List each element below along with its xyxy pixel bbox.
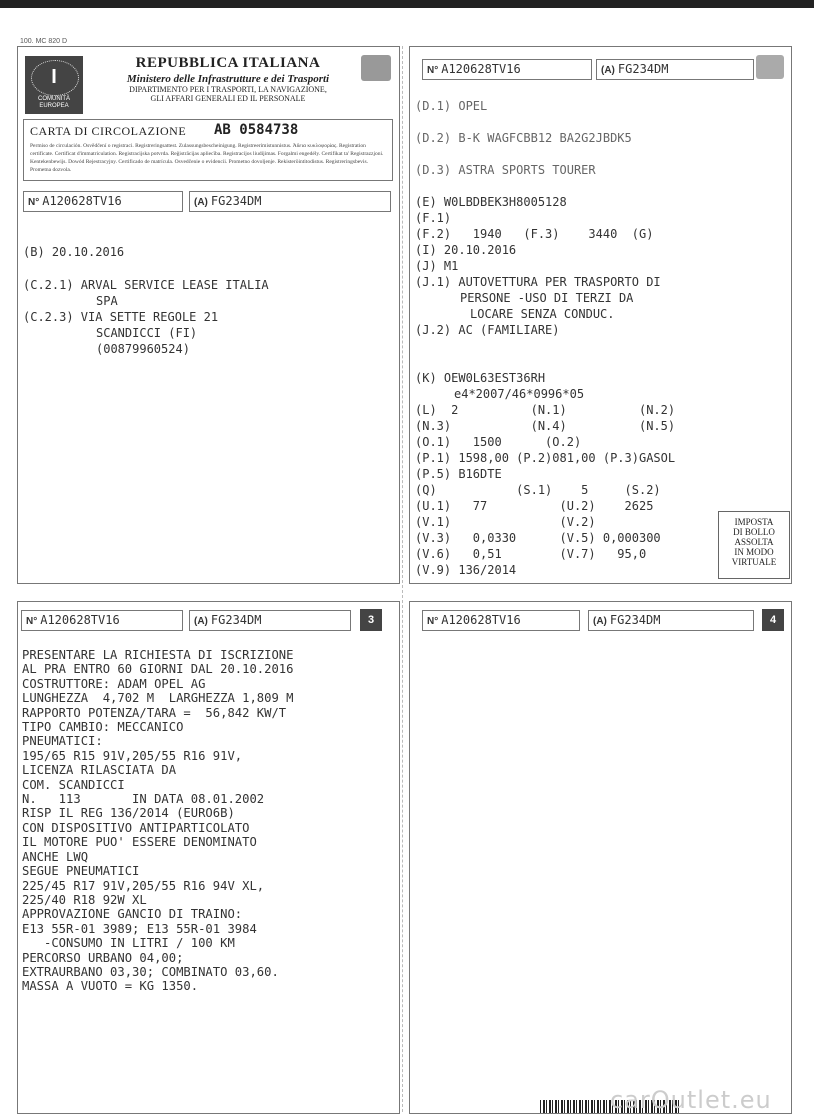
document-header <box>93 55 363 103</box>
note-line: AL PRA ENTRO 60 GIORNI DAL 20.10.2016 <box>22 662 294 677</box>
page-1 <box>17 46 400 584</box>
note-line: PERCORSO URBANO 04,00; <box>22 950 184 965</box>
stamp-line: ASSOLTA <box>734 537 774 547</box>
watermark: carOutlet.eu <box>610 1086 772 1114</box>
vehicle-number: A120628TV16 <box>40 613 120 627</box>
note-line: COM. SCANDICCI <box>22 777 125 792</box>
plate-number: FG234DM <box>210 613 262 627</box>
plate-box <box>596 59 754 80</box>
republic-title: REPUBBLICA ITALIANA <box>135 55 321 71</box>
card-title: CARTA DI CIRCOLAZIONE <box>30 124 187 138</box>
vehicle-number: A120628TV16 <box>441 62 521 76</box>
note-line: COSTRUTTORE: ADAM OPEL AG <box>22 676 206 691</box>
note-line: -CONSUMO IN LITRI / 100 KM <box>22 936 235 951</box>
field-j1: (J.1) AUTOVETTURA PER TRASPORTO DI <box>415 275 661 289</box>
stamp-line: VIRTUALE <box>731 557 777 567</box>
field-v9: (V.9) 136/2014 <box>415 563 517 577</box>
note-line: N. 113 IN DATA 08.01.2002 <box>22 792 265 807</box>
vehicle-number: A120628TV16 <box>42 194 122 208</box>
field-d3: (D.3) ASTRA SPORTS TOURER <box>415 163 596 177</box>
note-line: IL MOTORE PUO' ESSERE DENOMINATO <box>22 835 257 850</box>
field-c23-code: (00879960524) <box>96 342 190 356</box>
field-q: (Q) (S.1) 5 (S.2) <box>415 483 661 497</box>
field-d2: (D.2) B-K WAGFCBB12 BA2G2JBDK5 <box>415 131 632 145</box>
plate-box <box>588 610 754 631</box>
hologram-icon <box>361 55 391 81</box>
field-o1: (O.1) 1500 (O.2) <box>415 435 582 449</box>
field-i: (I) 20.10.2016 <box>415 243 517 257</box>
field-u1: (U.1) 77 (U.2) 2625 <box>415 499 654 513</box>
vehicle-number-box <box>422 610 580 631</box>
plate-number: FG234DM <box>617 62 669 76</box>
note-line: APPROVAZIONE GANCIO DI TRAINO: <box>22 907 243 922</box>
form-code: 100. MC 820 D <box>20 38 68 45</box>
field-f1: (F.1) <box>415 211 452 225</box>
field-c23-city: SCANDICCI (FI) <box>96 326 198 340</box>
note-line: TIPO CAMBIO: MECCANICO <box>22 720 184 735</box>
field-k-approval: e4*2007/46*0996*05 <box>454 387 585 401</box>
note-line: PRESENTARE LA RICHIESTA DI ISCRIZIONE <box>22 648 294 662</box>
field-j: (J) M1 <box>415 259 459 273</box>
plate-label: (A) <box>593 616 607 627</box>
field-c21-cont: SPA <box>96 294 118 308</box>
plate-label: (A) <box>194 616 208 627</box>
plate-number: FG234DM <box>210 194 262 208</box>
field-e: (E) W0LBDBEK3H8005128 <box>415 195 567 209</box>
page-number-4: 4 <box>762 609 784 631</box>
note-line: RISP IL REG 136/2014 (EURO6B) <box>22 806 235 821</box>
field-v6: (V.6) 0,51 (V.7) 95,0 <box>415 547 647 561</box>
plate-box <box>189 610 351 631</box>
stamp-line: IN MODO <box>734 547 774 557</box>
field-j1-cont-2: LOCARE SENZA CONDUC. <box>470 307 615 321</box>
eu-emblem <box>25 56 83 114</box>
field-f2: (F.2) 1940 (F.3) 3440 (G) <box>415 227 654 241</box>
field-p5: (P.5) B16DTE <box>415 467 502 481</box>
stamp-line: DI BOLLO <box>733 527 775 537</box>
ministry-name: Ministero delle Infrastrutture e dei Trasporti <box>126 73 330 85</box>
field-j1-cont-1: PERSONE -USO DI TERZI DA <box>460 291 634 305</box>
page-number-3: 3 <box>360 609 382 631</box>
field-v1: (V.1) (V.2) <box>415 515 596 529</box>
note-line: 225/45 R17 91V,205/55 R16 94V XL, <box>22 878 265 893</box>
eu-country-code: I <box>51 66 57 88</box>
note-line: PNEUMATICI: <box>22 734 103 749</box>
eu-label: COMUNITÀ EUROPEA <box>38 96 70 109</box>
no-label: N° <box>427 616 439 627</box>
field-j2: (J.2) AC (FAMILIARE) <box>415 323 560 337</box>
card-title-box <box>23 119 393 181</box>
hologram-icon <box>756 55 784 79</box>
notes-block <box>22 648 294 994</box>
page-4 <box>409 601 792 1114</box>
plate-label: (A) <box>194 197 208 208</box>
field-l: (L) 2 (N.1) (N.2) <box>415 403 676 417</box>
field-b: (B) 20.10.2016 <box>23 245 125 259</box>
no-label: N° <box>26 616 38 627</box>
note-line: 225/40 R18 92W XL <box>22 892 147 907</box>
multilingual-titles: Permiso de circulación. Osvědčení o registraci. Registreringsattest. Zulassungsbescheinigung. Registreerimistunnistus. Άδεια κυκλοφορίας. Registration certificate. Certificat d'immatriculation. Registracijska potvrda. Reģistrācijas apliecība. Registracijos liudijimas. Forgalmi engedély. Certifikat ta' Registrazzjoni. Kentekenbewijs. Dowód Rejestracyjny. Certificado de matrícula. Osvedčenie o evidencii. Prometno dovoljenje. Rekisteröintitodistus. Registreringsbevis. Prometna dozvola. <box>30 143 384 173</box>
note-line: RAPPORTO POTENZA/TARA = 56,842 KW/T <box>22 705 287 720</box>
stamp-line: IMPOSTA <box>734 517 774 527</box>
field-p1: (P.1) 1598,00 (P.2)081,00 (P.3)GASOL <box>415 451 676 465</box>
no-label: N° <box>28 197 40 208</box>
plate-box <box>189 191 391 212</box>
note-line: 195/65 R15 91V,205/55 R16 91V, <box>22 748 243 763</box>
vehicle-number-box <box>422 59 592 80</box>
page-2 <box>409 46 792 584</box>
vehicle-number: A120628TV16 <box>441 613 521 627</box>
vehicle-number-box <box>23 191 183 212</box>
plate-label: (A) <box>601 65 615 76</box>
department-line-1: DIPARTIMENTO PER I TRASPORTI, LA NAVIGAZIONE, <box>129 85 327 94</box>
field-k: (K) OEW0L63EST36RH <box>415 371 546 385</box>
note-line: EXTRAURBANO 03,30; COMBINATO 03,60. <box>22 964 279 979</box>
field-c23: (C.2.3) VIA SETTE REGOLE 21 <box>23 310 219 324</box>
note-line: CON DISPOSITIVO ANTIPARTICOLATO <box>22 820 250 835</box>
note-line: ANCHE LWQ <box>22 849 89 864</box>
scan-top-edge <box>0 0 814 8</box>
field-v3: (V.3) 0,0330 (V.5) 0,000300 <box>415 531 661 545</box>
field-n3: (N.3) (N.4) (N.5) <box>415 419 676 433</box>
note-line: SEGUE PNEUMATICI <box>22 864 140 879</box>
vehicle-number-box <box>21 610 183 631</box>
note-line: LICENZA RILASCIATA DA <box>22 763 177 778</box>
card-number: AB 0584738 <box>214 122 299 138</box>
field-c21: (C.2.1) ARVAL SERVICE LEASE ITALIA <box>23 278 269 292</box>
department-line-2: GLI AFFARI GENERALI ED IL PERSONALE <box>150 94 306 103</box>
field-d1: (D.1) OPEL <box>415 99 488 113</box>
fold-line <box>402 46 404 1112</box>
tax-stamp-box <box>718 511 790 579</box>
note-line: LUNGHEZZA 4,702 M LARGHEZZA 1,809 M <box>22 691 294 706</box>
no-label: N° <box>427 65 439 76</box>
note-line: MASSA A VUOTO = KG 1350. <box>22 979 199 994</box>
plate-number: FG234DM <box>609 613 661 627</box>
note-line: E13 55R-01 3989; E13 55R-01 3984 <box>22 921 257 936</box>
